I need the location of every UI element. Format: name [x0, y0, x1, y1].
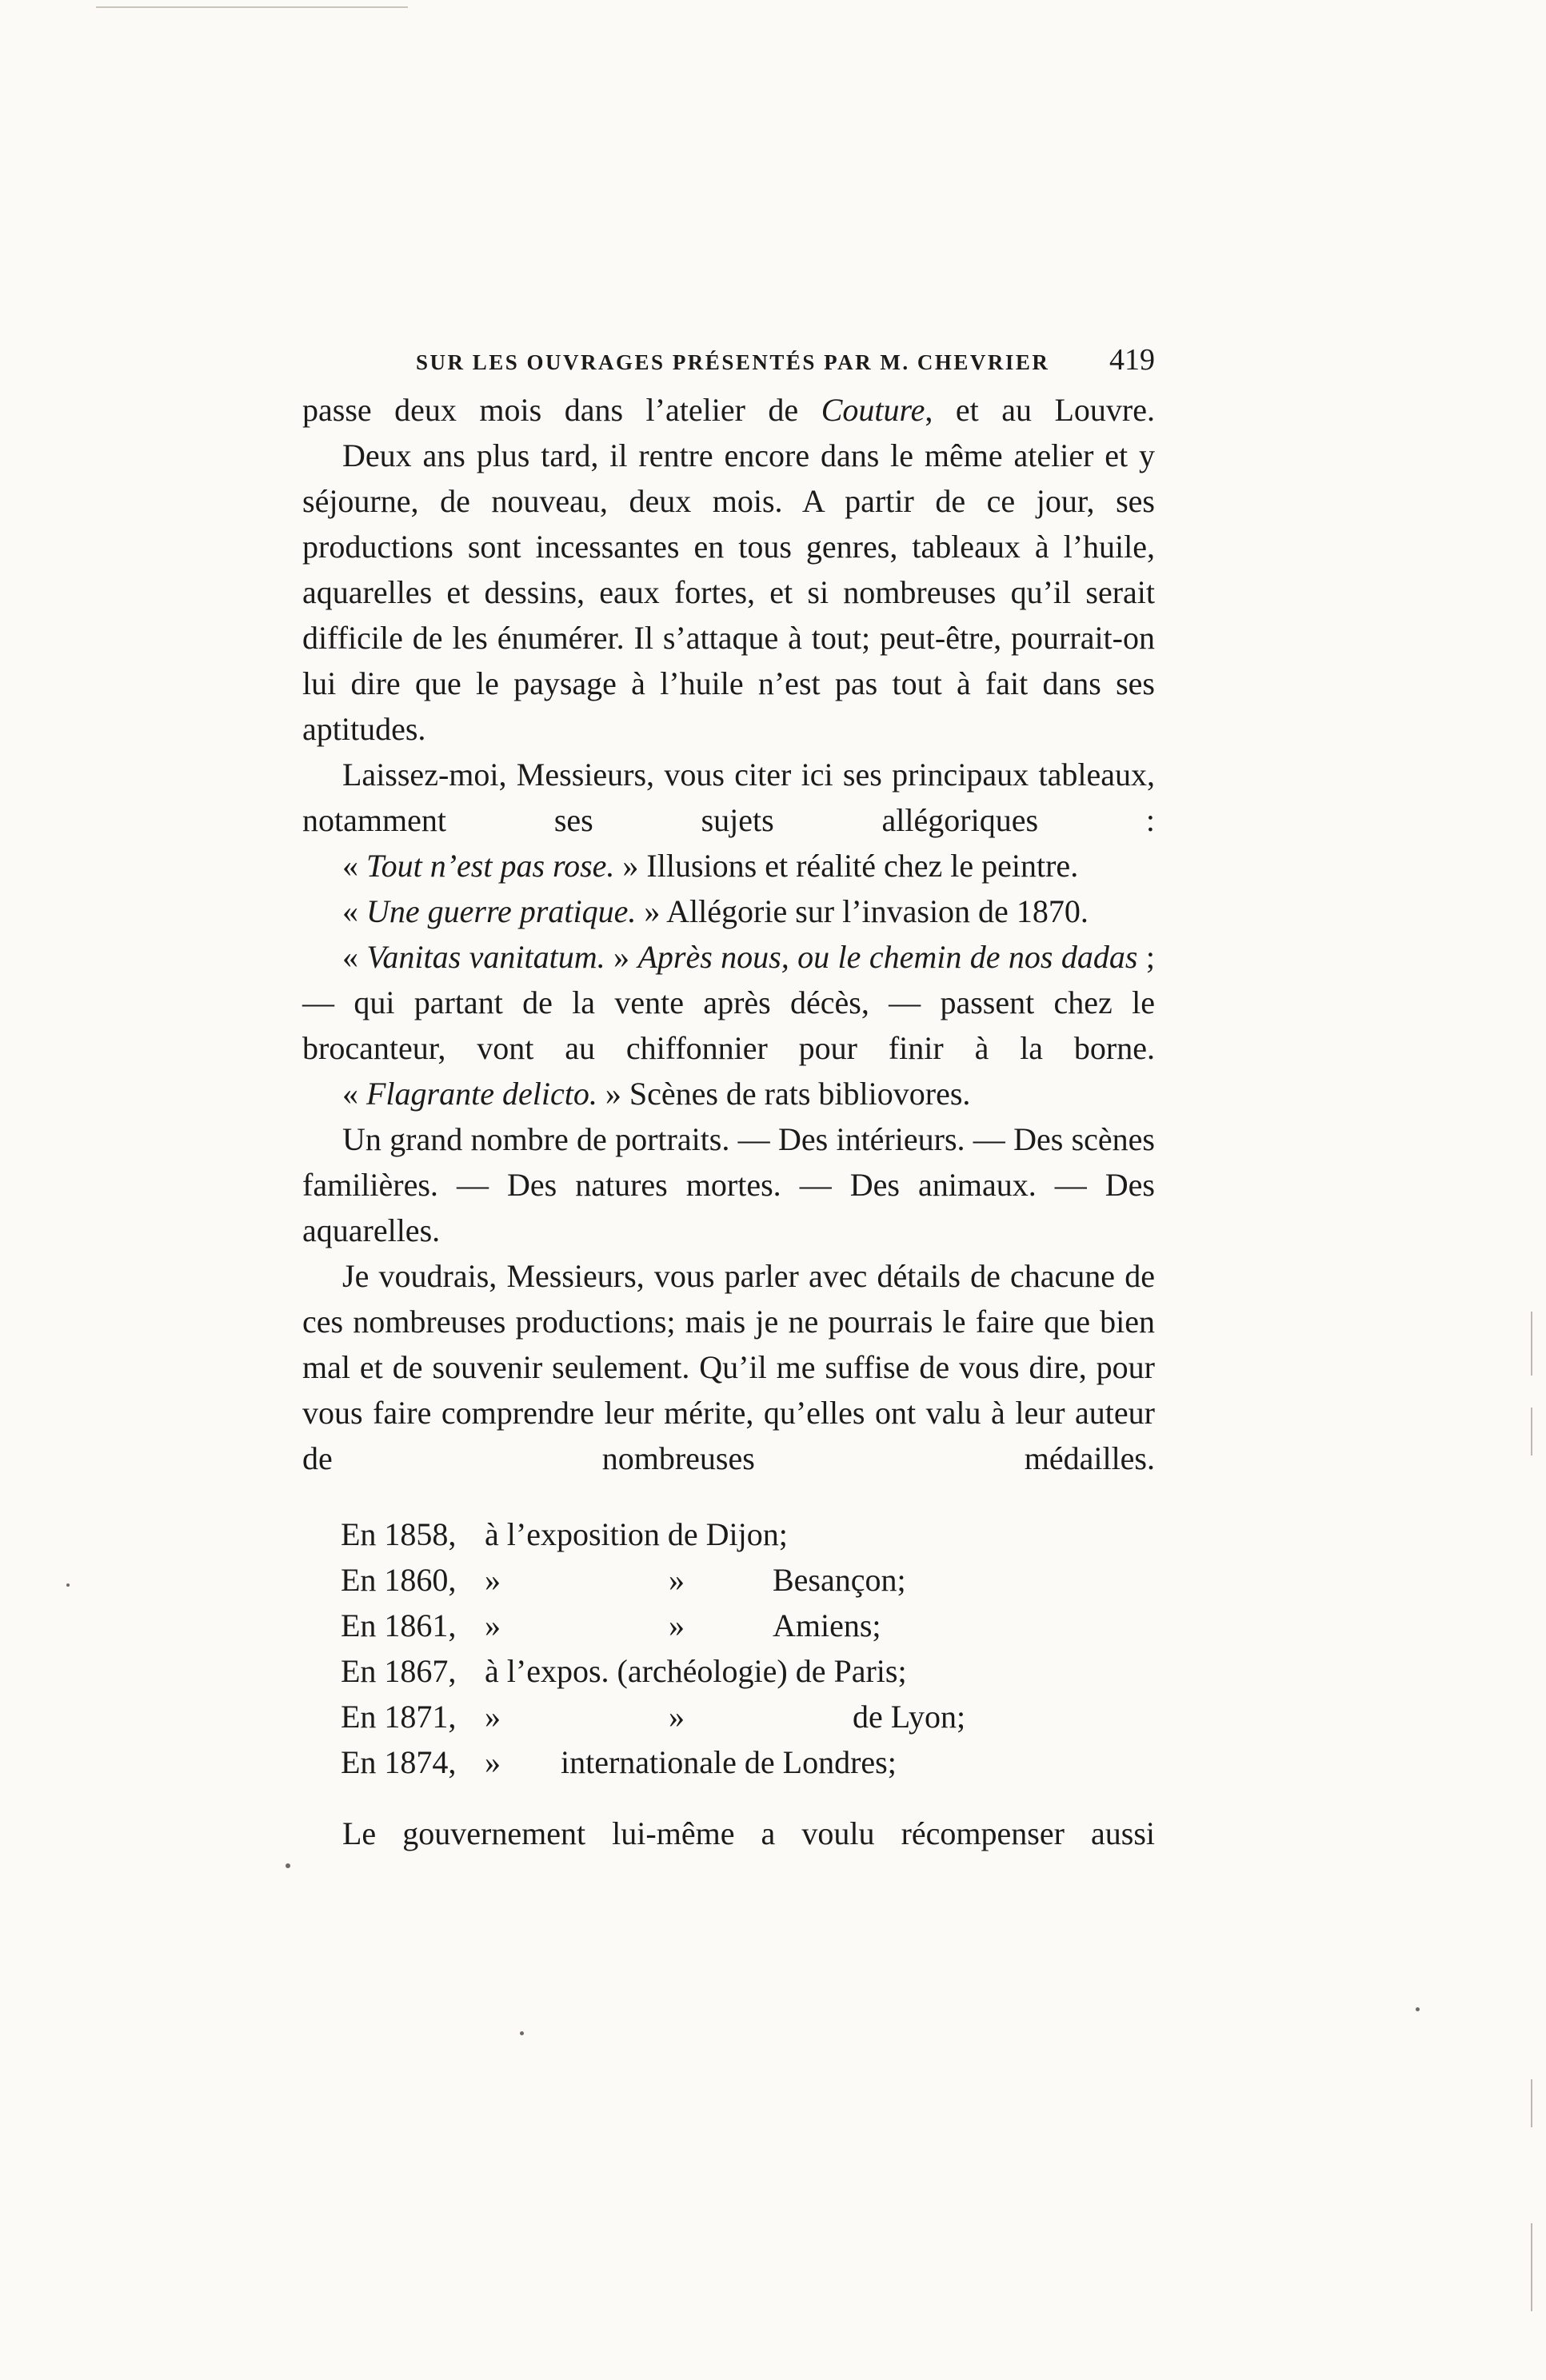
italic-run: Couture — [821, 392, 925, 428]
italic-run: Flagrante delicto. — [366, 1076, 597, 1112]
running-header — [302, 334, 1155, 387]
paragraph-3 — [302, 752, 1155, 843]
award-year: En 1874, — [341, 1744, 457, 1780]
award-row — [341, 1648, 1155, 1694]
award-row — [341, 1739, 1155, 1785]
margin-mark — [1531, 1408, 1532, 1456]
award-year: En 1871, — [341, 1699, 457, 1735]
text-run: Je voudrais, Messieurs, vous parler avec détails de chacune de ces nombreuses productions; mais je ne pourrais le faire que bien mal et de souvenir seulement. Qu’il me suffise de vous dire, pour vous faire comprendre leur mérite, qu’elles ont valu à leur auteur de nombreuses médailles. — [302, 1258, 1155, 1476]
italic-run: Tout n’est pas rose. — [366, 848, 615, 884]
running-title: SUR LES OUVRAGES PRÉSENTÉS PAR M. CHEVRIER — [416, 350, 1050, 374]
italic-run: Après nous, ou le chemin de nos dadas — [637, 939, 1138, 975]
text-run: Un grand nombre de portraits. — Des intérieurs. — Des scènes familières. — Des natures mortes. — Des animaux. — Des aquarelles. — [302, 1121, 1155, 1248]
allegory-flagrante-delicto — [302, 1071, 1155, 1116]
award-row — [341, 1511, 1155, 1557]
paragraph-1 — [302, 387, 1155, 433]
paragraph-government — [302, 1811, 1155, 1856]
award-ditto: » — [669, 1562, 685, 1598]
award-ditto: » — [485, 1744, 501, 1780]
text-run: passe deux mois dans l’atelier de — [302, 392, 821, 428]
award-venue: de Lyon; — [853, 1699, 966, 1735]
award-row — [341, 1694, 1155, 1739]
paper-speck — [520, 2031, 524, 2035]
award-year: En 1860, — [341, 1562, 457, 1598]
text-run: « — [342, 1076, 366, 1112]
text-run: « — [342, 939, 367, 975]
award-ditto: » — [485, 1562, 501, 1598]
award-row — [341, 1603, 1155, 1648]
top-edge-rule — [96, 6, 408, 8]
text-run: , et au Louvre. — [925, 392, 1155, 428]
allegory-tout-n-est-pas-rose — [302, 843, 1155, 889]
paper-speck — [66, 1583, 70, 1587]
text-run: Laissez-moi, Messieurs, vous citer ici ses principaux tableaux, notamment ses sujets allégoriques : — [302, 757, 1155, 838]
text-run: Deux ans plus tard, il rentre encore dans le même atelier et y séjourne, de nouveau, deux mois. A partir de ce jour, ses productions sont incessantes en tous genres, tableaux à l’huile, aquarelles et dessins, eaux fortes, et si nombreuses qu’il serait difficile de les énumérer. Il s’attaque à tout; peut-être, pourrait-on lui dire que le paysage à l’huile n’est pas tout à fait dans ses aptitudes. — [302, 437, 1155, 747]
allegory-vanitas-vanitatum — [302, 934, 1155, 1071]
award-year: En 1858, — [341, 1516, 457, 1552]
award-year: En 1867, — [341, 1653, 457, 1689]
text-run: « — [342, 893, 366, 929]
award-ditto: » — [669, 1699, 685, 1735]
award-ditto: » — [485, 1607, 501, 1643]
text-run: « — [342, 848, 366, 884]
award-venue: internationale de Londres; — [561, 1744, 897, 1780]
award-venue: à l’exposition de Dijon; — [485, 1516, 788, 1552]
paper-speck — [286, 1863, 290, 1868]
paragraph-2 — [302, 433, 1155, 752]
paragraph-medals — [302, 1253, 1155, 1481]
text-run: » Allégorie sur l’invasion de 1870. — [636, 893, 1089, 929]
italic-run: Une guerre pratique. — [366, 893, 637, 929]
award-ditto: » — [669, 1607, 685, 1643]
margin-mark — [1531, 2079, 1532, 2127]
margin-mark — [1531, 2223, 1532, 2311]
awards-list — [341, 1511, 1155, 1785]
text-run: » Illusions et réalité chez le peintre. — [614, 848, 1079, 884]
text-run: Le gouvernement lui-même a voulu récompenser aussi — [342, 1815, 1155, 1851]
text-run: ; — qui partant de la vente après décès, — passent chez le brocanteur, vont au chiffonnier pour finir à la borne. — [302, 939, 1155, 1066]
award-venue: Besançon; — [773, 1562, 906, 1598]
book-page — [302, 334, 1155, 1856]
award-year: En 1861, — [341, 1607, 457, 1643]
award-venue: Amiens; — [773, 1607, 881, 1643]
award-ditto: » — [485, 1699, 501, 1735]
page-number: 419 — [1109, 343, 1155, 377]
text-run: » Scènes de rats bibliovores. — [597, 1076, 971, 1112]
italic-run: Vanitas vanitatum. — [366, 939, 605, 975]
award-venue: à l’expos. (archéologie) de Paris; — [485, 1653, 907, 1689]
paragraph-works-list — [302, 1116, 1155, 1253]
text-run: » — [605, 939, 638, 975]
margin-mark — [1531, 1312, 1532, 1376]
award-row — [341, 1557, 1155, 1603]
paper-speck — [1416, 2007, 1420, 2011]
allegory-une-guerre-pratique — [302, 889, 1155, 934]
